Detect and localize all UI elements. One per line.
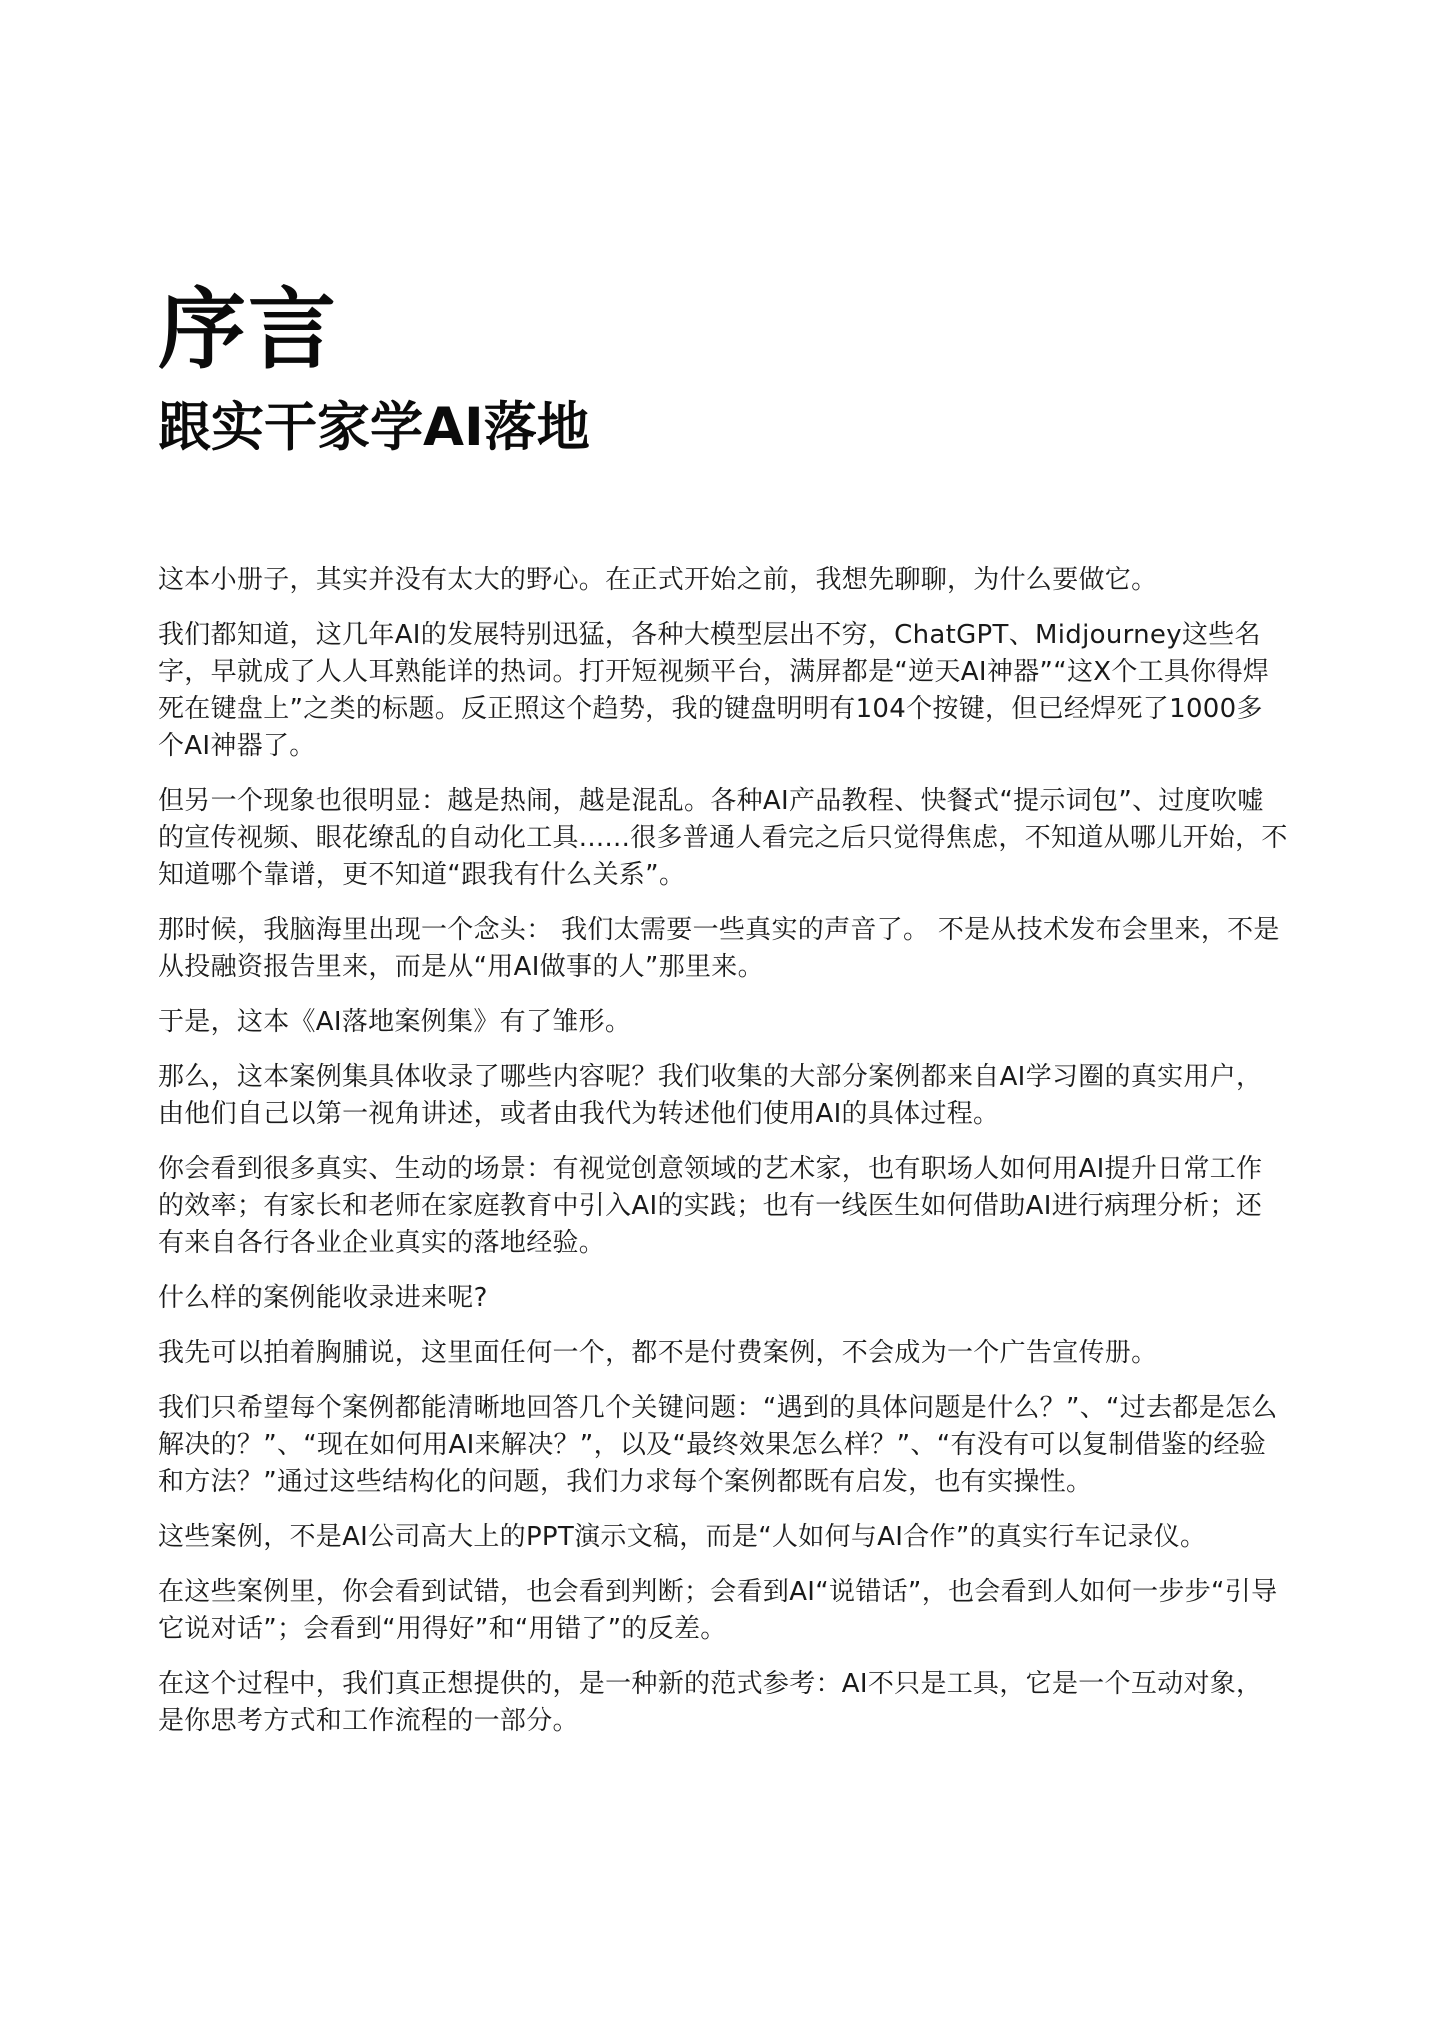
paragraph-6: 那么，这本案例集具体收录了哪些内容呢？我们收集的大部分案例都来自AI学习圈的真实用户，由他们自己以第一视角讲述，或者由我代为转述他们使用AI的具体过程。 — [158, 1062, 1263, 1129]
paragraph-3: 但另一个现象也很明显：越是热闹，越是混乱。各种AI产品教程、快餐式“提示词包”、过度吹嘘的宣传视频、眼花缭乱的自动化工具......很多普通人看完之后只觉得焦虑，不知道从哪儿开始，不知道哪个靠谱，更不知道“跟我有什么关系”。 — [158, 786, 1288, 890]
paragraph-4: 那时候，我脑海里出现一个念头： 我们太需要一些真实的声音了。 不是从技术发布会里来，不是从投融资报告里来，而是从“用AI做事的人”那里来。 — [158, 915, 1280, 982]
body-text — [158, 562, 1288, 1758]
paragraph-7: 你会看到很多真实、生动的场景：有视觉创意领域的艺术家，也有职场人如何用AI提升日常工作的效率；有家长和老师在家庭教育中引入AI的实践；也有一线医生如何借助AI进行病理分析；还有来自各行各业企业真实的落地经验。 — [158, 1154, 1263, 1258]
paragraph-13: 在这个过程中，我们真正想提供的，是一种新的范式参考：AI不只是工具，它是一个互动对象，是你思考方式和工作流程的一部分。 — [158, 1669, 1263, 1736]
paragraph-2: 我们都知道，这几年AI的发展特别迅猛，各种大模型层出不穷，ChatGPT、Midjourney这些名字，早就成了人人耳熟能详的热词。打开短视频平台，满屏都是“逆天AI神器”“这X个工具你得焊死在键盘上”之类的标题。反正照这个趋势，我的键盘明明有104个按键，但已经焊死了1000多个AI神器了。 — [158, 620, 1270, 761]
title-block — [158, 278, 1308, 460]
paragraph-1: 这本小册子，其实并没有太大的野心。在正式开始之前，我想先聊聊，为什么要做它。 — [158, 565, 1158, 595]
paragraph-11: 这些案例，不是AI公司高大上的PPT演示文稿，而是“人如何与AI合作”的真实行车记录仪。 — [158, 1522, 1207, 1552]
paragraph-9: 我先可以拍着胸脯说，这里面任何一个，都不是付费案例，不会成为一个广告宣传册。 — [158, 1338, 1158, 1368]
paragraph-8: 什么样的案例能收录进来呢? — [158, 1283, 488, 1313]
page-subtitle: 跟实干家学AI落地 — [158, 397, 590, 458]
paragraph-12: 在这些案例里，你会看到试错，也会看到判断；会看到AI“说错话”，也会看到人如何一步步“引导它说对话”；会看到“用得好”和“用错了”的反差。 — [158, 1577, 1278, 1644]
paragraph-5: 于是，这本《AI落地案例集》有了雏形。 — [158, 1007, 632, 1037]
page-title: 序言 — [158, 278, 339, 381]
paragraph-10: 我们只希望每个案例都能清晰地回答几个关键问题：“遇到的具体问题是什么？”、“过去都是怎么解决的？”、“现在如何用AI来解决？”，以及“最终效果怎么样？”、“有没有可以复制借鉴的经验和方法？”通过这些结构化的问题，我们力求每个案例都既有启发，也有实操性。 — [158, 1393, 1278, 1497]
